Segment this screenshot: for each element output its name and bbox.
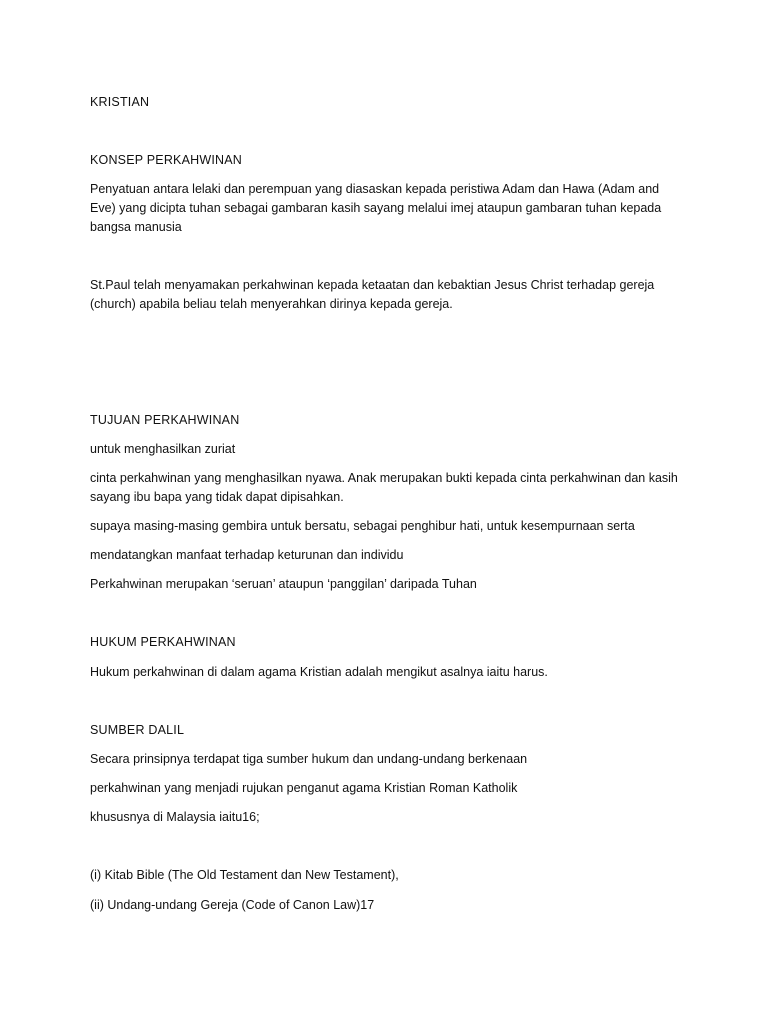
document-title: KRISTIAN bbox=[90, 95, 150, 109]
sumber-line: perkahwinan yang menjadi rujukan penganut agama Kristian Roman Katholik bbox=[90, 781, 518, 795]
sumber-line: khususnya di Malaysia iaitu16; bbox=[90, 810, 260, 824]
sumber-list-item: (ii) Undang-undang Gereja (Code of Canon Law)17 bbox=[90, 898, 375, 912]
paragraph-hukum: Hukum perkahwinan di dalam agama Kristian adalah mengikut asalnya iaitu harus. bbox=[90, 665, 548, 679]
heading-hukum: HUKUM PERKAHWINAN bbox=[90, 635, 236, 649]
paragraph-konsep-2: St.Paul telah menyamakan perkahwinan kepada ketaatan dan kebaktian Jesus Christ terhadap gereja (church) apabila beliau telah menyerahkan dirinya kepada gereja. bbox=[90, 278, 655, 311]
heading-sumber: SUMBER DALIL bbox=[90, 723, 185, 737]
tujuan-item: mendatangkan manfaat terhadap keturunan dan individu bbox=[90, 548, 404, 562]
tujuan-item: Perkahwinan merupakan ‘seruan’ ataupun ‘panggilan’ daripada Tuhan bbox=[90, 577, 477, 591]
tujuan-item: supaya masing-masing gembira untuk bersatu, sebagai penghibur hati, untuk kesempurnaan serta bbox=[90, 519, 635, 533]
heading-tujuan: TUJUAN PERKAHWINAN bbox=[90, 413, 240, 427]
heading-konsep: KONSEP PERKAHWINAN bbox=[90, 153, 243, 167]
tujuan-item: untuk menghasilkan zuriat bbox=[90, 442, 236, 456]
sumber-line: Secara prinsipnya terdapat tiga sumber hukum dan undang-undang berkenaan bbox=[90, 752, 528, 766]
tujuan-item: cinta perkahwinan yang menghasilkan nyawa. Anak merupakan bukti kepada cinta perkahwinan dan kasih sayang ibu bapa yang tidak dapat dipisahkan. bbox=[90, 471, 678, 504]
sumber-list-item: (i) Kitab Bible (The Old Testament dan New Testament), bbox=[90, 868, 399, 882]
paragraph-konsep-1: Penyatuan antara lelaki dan perempuan yang diasaskan kepada peristiwa Adam dan Hawa (Adam and Eve) yang dicipta tuhan sebagai gambaran kasih sayang melalui imej ataupun gambaran tuhan kepada bangsa manusia bbox=[90, 182, 662, 234]
